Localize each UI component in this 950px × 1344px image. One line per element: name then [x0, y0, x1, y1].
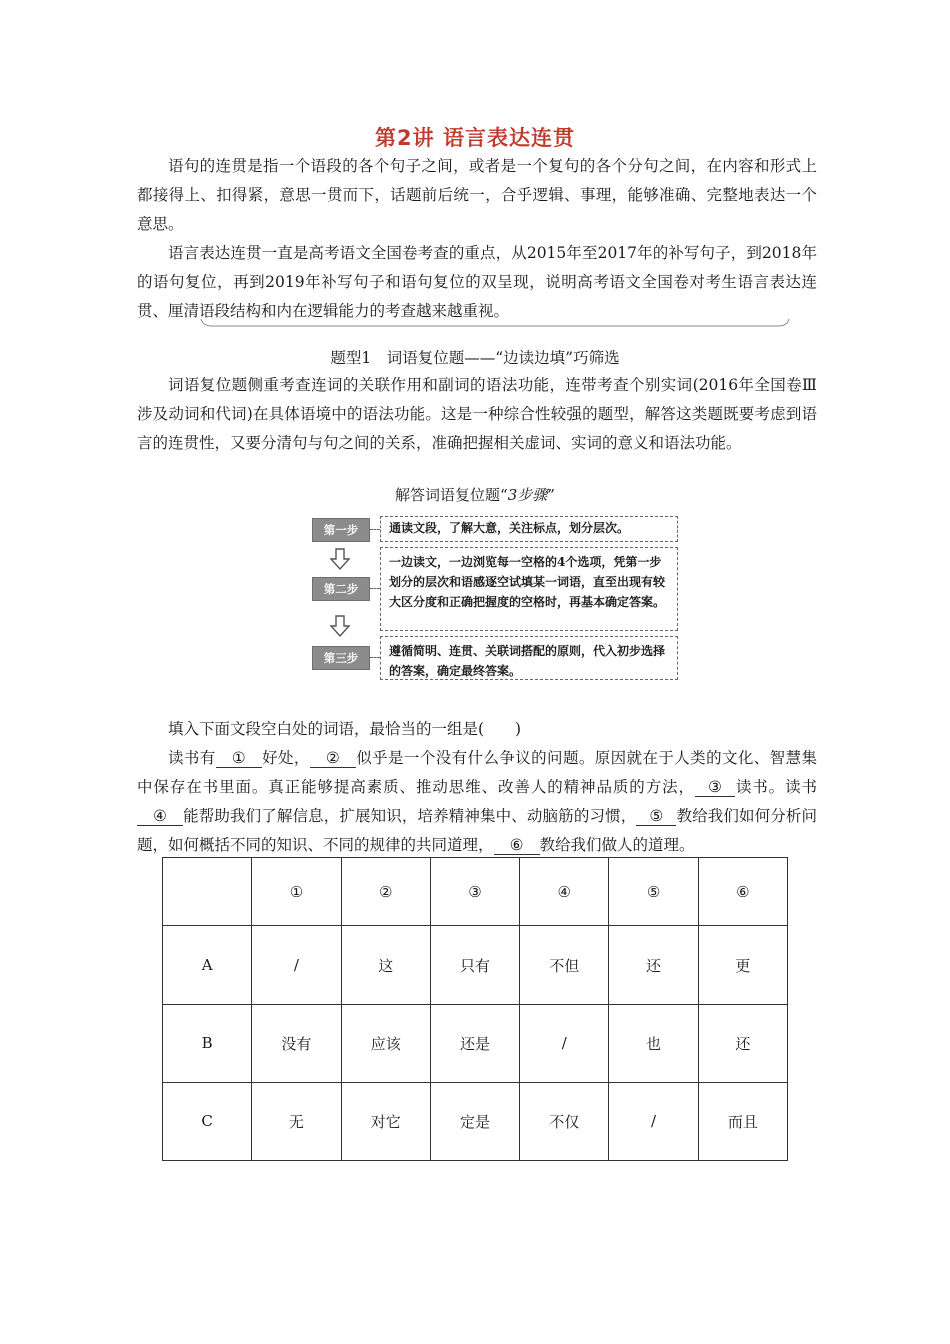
table-cell: C — [163, 1082, 252, 1160]
step-1-text: 通读文段，了解大意，关注标点，划分层次。 — [380, 516, 678, 542]
table-header-row — [163, 858, 788, 926]
blank-4: ④ — [137, 807, 183, 826]
down-arrow-icon — [328, 547, 352, 571]
intro-paragraph-1: 语句的连贯是指一个语段的各个句子之间，或者是一个复句的各个分句之间，在内容和形式上都接得上、扣得紧，意思一贯而下，话题前后统一，合乎逻辑、事理，能够准确、完整地表达一个意思。 — [137, 157, 817, 233]
step-3-text: 遵循简明、连贯、关联词搭配的原则，代入初步选择的答案，确定最终答案。 — [380, 636, 678, 680]
table-cell: 对它 — [341, 1082, 430, 1160]
blank-5: ⑤ — [636, 807, 676, 826]
table-cell: / — [609, 1082, 698, 1160]
table-cell: 定是 — [430, 1082, 519, 1160]
table-cell: / — [520, 1004, 609, 1082]
down-arrow-icon — [328, 614, 352, 638]
intro-paragraph-2: 语言表达连贯一直是高考语文全国卷考查的重点，从2015年至2017年的补写句子，到2018年的语句复位，再到2019年补写句子和语句复位的双呈现，说明高考语文全国卷对考生语言表达连贯、厘清语段结构和内在逻辑能力的考查越来越重视。 — [137, 244, 817, 320]
table-cell: 而且 — [698, 1082, 787, 1160]
table-cell: 不仅 — [520, 1082, 609, 1160]
table-row — [163, 926, 788, 1004]
table-cell: ③ — [430, 858, 519, 926]
section-divider — [200, 318, 790, 328]
table-cell: ⑥ — [698, 858, 787, 926]
question-stem: 填入下面文段空白处的词语，最恰当的一组是( ) — [168, 720, 522, 738]
table-row — [163, 1004, 788, 1082]
table-cell: 无 — [252, 1082, 341, 1160]
table-cell: 更 — [698, 926, 787, 1004]
table-cell: / — [252, 926, 341, 1004]
table-cell: 也 — [609, 1004, 698, 1082]
blank-2: ② — [310, 749, 356, 768]
page-title: 第2讲 语言表达连贯 — [375, 126, 575, 150]
section-heading: 题型1 词语复位题——“边读边填”巧筛选 — [330, 349, 620, 367]
table-cell: ② — [341, 858, 430, 926]
step-2-text: 一边读文，一边浏览每一空格的4个选项，凭第一步划分的层次和语感逐空试填某一词语，直至出现有较大区分度和正确把握度的空格时，再基本确定答案。 — [380, 547, 678, 631]
table-cell: ① — [252, 858, 341, 926]
step-2-label: 第二步 — [312, 577, 370, 601]
table-cell: 不但 — [520, 926, 609, 1004]
table-cell: 只有 — [430, 926, 519, 1004]
step-1-label: 第一步 — [312, 518, 370, 542]
table-cell: 还 — [609, 926, 698, 1004]
options-table — [162, 857, 788, 1161]
step-3-connector — [370, 657, 380, 658]
table-cell: A — [163, 926, 252, 1004]
step-2-connector — [370, 588, 380, 589]
blank-6: ⑥ — [494, 836, 540, 855]
diagram-title: 解答词语复位题“3步骤” — [395, 486, 555, 504]
table-cell: 还 — [698, 1004, 787, 1082]
question-passage: 读书有 ① 好处， ② 似乎是一个没有什么争议的问题。原因就在于人类的文化、智慧集中保存在书里面。真正能够提高素质、推动思维、改善人的精神品质的方法， ③ 读书。读书④ 能帮助我们了解信息，扩展知识，培养精神集中、动脑筋的习惯， ⑤ 教给我们如何分析问题，如何概括不同的知识、不同的规律的共同道理， ⑥ 教给我们做人的道理。 — [137, 749, 817, 854]
table-cell: 没有 — [252, 1004, 341, 1082]
table-cell: 还是 — [430, 1004, 519, 1082]
table-row — [163, 1082, 788, 1160]
step-3-label: 第三步 — [312, 646, 370, 670]
table-cell — [163, 858, 252, 926]
table-cell: ④ — [520, 858, 609, 926]
table-cell: B — [163, 1004, 252, 1082]
table-cell: 应该 — [341, 1004, 430, 1082]
section-description: 词语复位题侧重考查连词的关联作用和副词的语法功能，连带考查个别实词(2016年全国卷Ⅲ涉及动词和代词)在具体语境中的语法功能。这是一种综合性较强的题型，解答这类题既要考虑到语言的连贯性，又要分清句与句之间的关系，准确把握相关虚词、实词的意义和语法功能。 — [137, 376, 817, 452]
table-cell: ⑤ — [609, 858, 698, 926]
table-cell: 这 — [341, 926, 430, 1004]
blank-3: ③ — [695, 778, 735, 797]
blank-1: ① — [216, 749, 262, 768]
step-1-connector — [370, 529, 380, 530]
